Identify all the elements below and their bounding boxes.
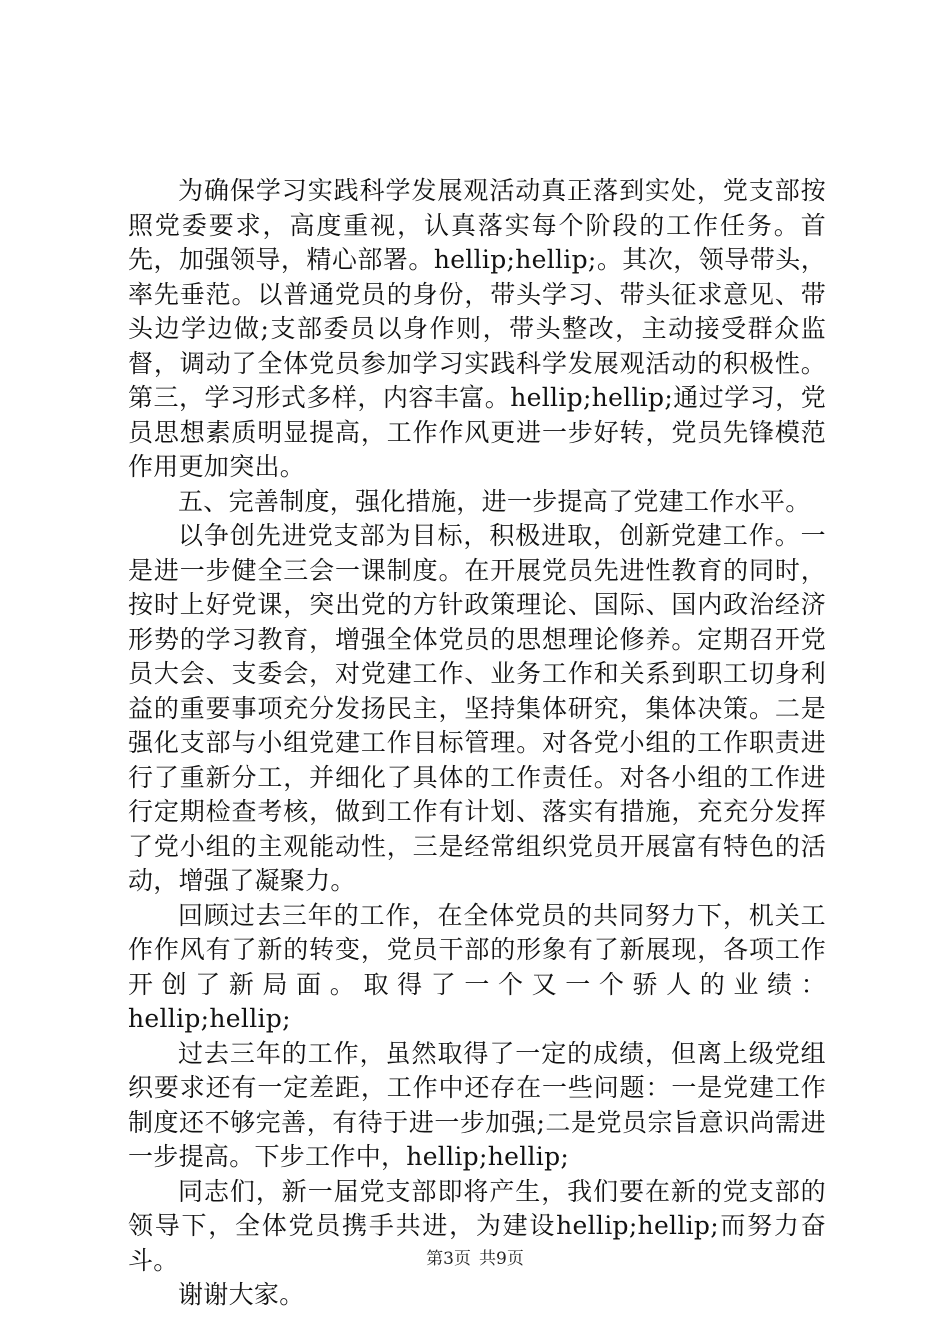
page-footer bbox=[0, 1244, 950, 1269]
paragraph-review-continued: hellip;hellip; bbox=[128, 1004, 291, 1033]
paragraph-comrades: 同志们，新一届党支部即将产生，我们要在新的党支部的领导下，全体党员携手共进，为建设hellip;hellip;而努力奋斗。 bbox=[128, 1176, 826, 1275]
page-number-current: 第3页 bbox=[426, 1249, 471, 1269]
document-body bbox=[128, 174, 826, 1313]
paragraph-problems: 过去三年的工作，虽然取得了一定的成绩，但离上级党组织要求还有一定差距，工作中还存在一些问题：一是党建工作制度还不够完善，有待于进一步加强;二是党员宗旨意识尚需进一步提高。下步工作中，hellip;hellip; bbox=[128, 1038, 826, 1171]
paragraph-thanks: 谢谢大家。 bbox=[178, 1280, 305, 1309]
paragraph-system-measures: 以争创先进党支部为目标，积极进取，创新党建工作。一是进一步健全三会一课制度。在开展党员先进性教育的同时，按时上好党课，突出党的方针政策理论、国际、国内政治经济形势的学习教育，增强全体党员的思想理论修养。定期召开党员大会、支委会，对党建工作、业务工作和关系到职工切身利益的重要事项充分发扬民主，坚持集体研究，集体决策。二是强化支部与小组党建工作目标管理。对各党小组的工作职责进行了重新分工，并细化了具体的工作责任。对各小组的工作进行定期检查考核，做到工作有计划、落实有措施，充充分发挥了党小组的主观能动性，三是经常组织党员开展富有特色的活动，增强了凝聚力。 bbox=[128, 521, 826, 895]
paragraph-review: 回顾过去三年的工作，在全体党员的共同努力下，机关工作作风有了新的转变，党员干部的形象有了新展现，各项工作开创了新局面。取得了一个又一个骄人的业绩： bbox=[128, 900, 826, 999]
section-heading-five: 五、完善制度，强化措施，进一步提高了党建工作水平。 bbox=[178, 486, 811, 516]
page-number-total: 共9页 bbox=[479, 1249, 524, 1269]
paragraph-study-practice: 为确保学习实践科学发展观活动真正落到实处，党支部按照党委要求，高度重视，认真落实每个阶段的工作任务。首先，加强领导，精心部署。hellip;hellip;。其次，领导带头，率先垂范。以普通党员的身份，带头学习、带头征求意见、带头边学边做;支部委员以身作则，带头整改，主动接受群众监督，调动了全体党员参加学习实践科学发展观活动的积极性。第三，学习形式多样，内容丰富。hellip;hellip;通过学习，党员思想素质明显提高，工作作风更进一步好转，党员先锋模范作用更加突出。 bbox=[128, 176, 826, 481]
